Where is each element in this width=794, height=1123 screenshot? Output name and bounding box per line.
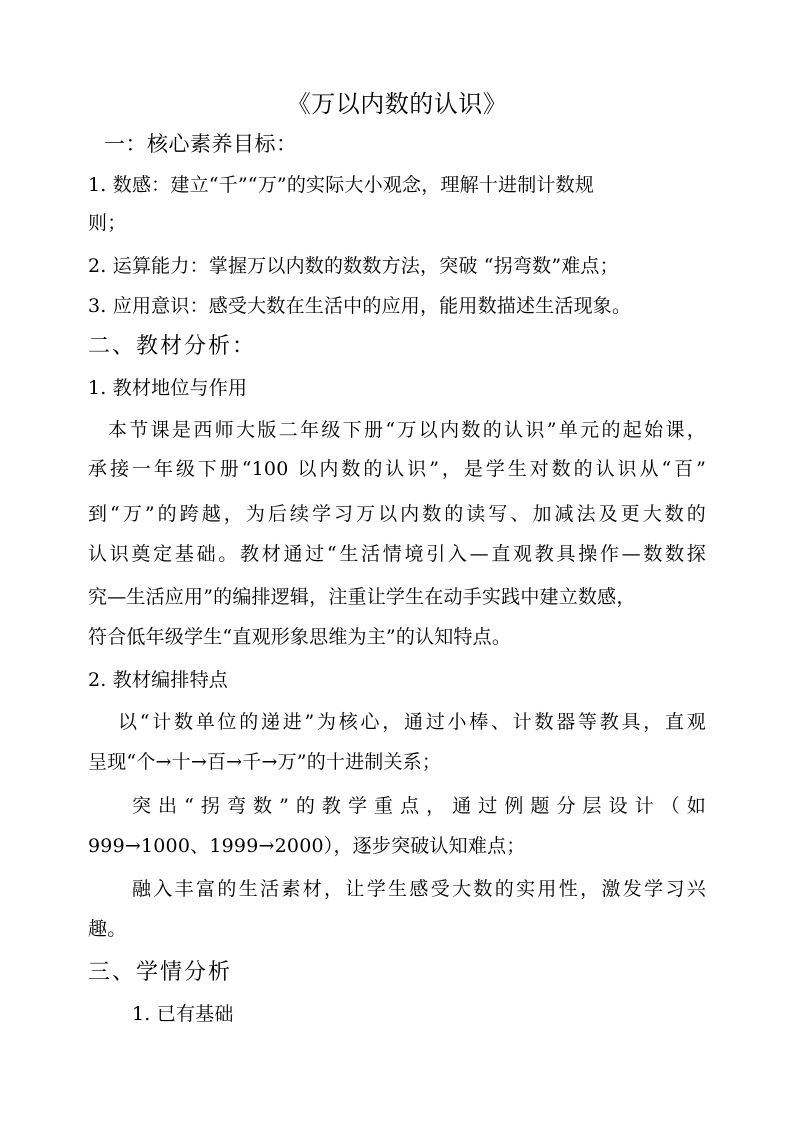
point2-line1: 突出“拐弯数”的教学重点，通过例题分层设计（如: [132, 795, 706, 817]
para1-line1: 本节课是西师大版二年级下册“万以内数的认识”单元的起始课，: [108, 419, 706, 441]
section2-sub2-heading: 2. 教材编排特点: [88, 669, 228, 691]
para1-line6: 符合低年级学生“直观形象思维为主”的认知特点。: [88, 626, 512, 648]
objective-1-line2: 则；: [88, 212, 127, 234]
document-title: 《万以内数的认识》: [286, 90, 508, 118]
para1-line4: 认识奠定基础。教材通过“生活情境引入—直观教具操作—数数探: [88, 543, 706, 565]
para1-line3: 到“万”的跨越，为后续学习万以内数的读写、加减法及更大数的: [88, 503, 706, 525]
section2-heading: 二、教材分析：: [88, 334, 257, 359]
objective-3: 3. 应用意识：感受大数在生活中的应用，能用数描述生活现象。: [88, 295, 632, 317]
point2-line2: 999→1000、1999→2000），逐步突破认知难点；: [88, 835, 526, 857]
para1-line5: 究—生活应用”的编排逻辑，注重让学生在动手实践中建立数感，: [88, 586, 636, 608]
objective-1-line1: 1. 数感：建立“千”“万”的实际大小观念，理解十进制计数规: [88, 174, 595, 196]
point1-line1: 以“计数单位的递进”为核心，通过小棒、计数器等教具，直观: [118, 711, 706, 733]
section3-sub1-heading: 1. 已有基础: [132, 1003, 234, 1025]
point1-line2: 呈现“个→十→百→千→万”的十进制关系；: [88, 751, 442, 773]
point3-line2: 趣。: [88, 918, 127, 940]
section1-heading: 一：核心素养目标：: [104, 132, 298, 156]
section3-heading: 三、学情分析: [88, 960, 233, 985]
section2-sub1-heading: 1. 教材地位与作用: [88, 377, 248, 399]
objective-2: 2. 运算能力：掌握万以内数的数数方法，突破 “拐弯数”难点；: [88, 255, 619, 277]
point3-line1: 融入丰富的生活素材，让学生感受大数的实用性，激发学习兴: [132, 878, 706, 900]
para1-line2: 承接一年级下册“100 以内数的认识”，是学生对数的认识从“百”: [88, 458, 706, 480]
